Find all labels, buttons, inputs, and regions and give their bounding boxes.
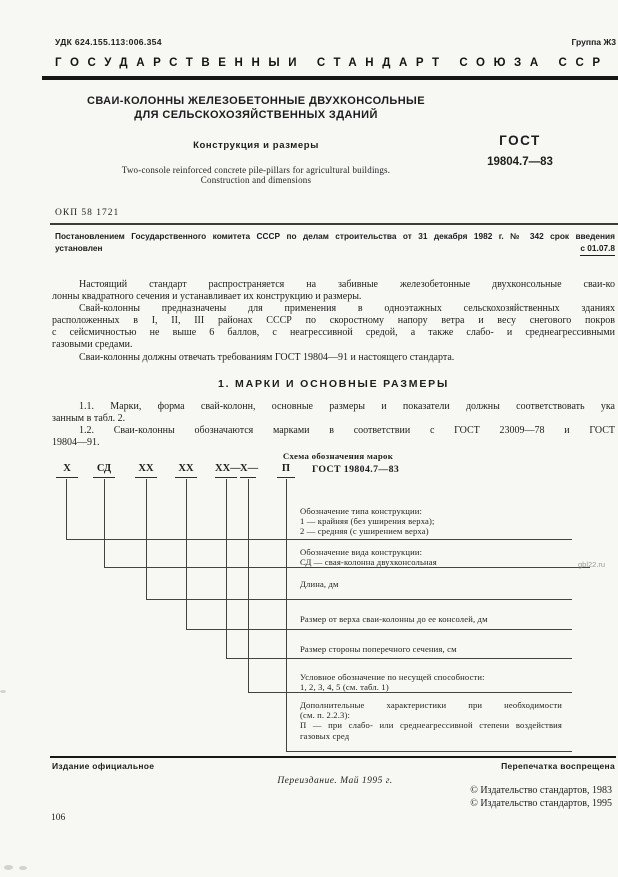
- paragraph-line: Свай-колонны предназначены для применения в одноэтажных сельскохозяйственных зданиях: [79, 303, 615, 315]
- scheme-symbol-1: X: [63, 463, 71, 474]
- doc-title-line2: ДЛЯ СЕЛЬСКОХОЗЯЙСТВЕННЫХ ЗДАНИЙ: [134, 109, 378, 121]
- doc-subtitle: Конструкция и размеры: [193, 140, 319, 151]
- footer-rule: [50, 756, 616, 758]
- decree-line2: [55, 242, 615, 256]
- udk-code: УДК 624.155.113:006.354: [55, 37, 162, 47]
- okp-code: ОКП 58 1721: [55, 208, 120, 218]
- description-line: Длина, дм: [300, 579, 339, 589]
- body-text: [52, 279, 615, 449]
- page-number: 106: [51, 813, 66, 823]
- group-label: Группа Ж3: [571, 37, 616, 47]
- scheme-vline-1: [66, 479, 67, 539]
- gost-number: 19804.7—83: [487, 156, 553, 168]
- description-line: Обозначение вида конструкции:: [300, 547, 423, 557]
- scheme-vline-4: [186, 479, 187, 629]
- description-line: (см. п. 2.2.3):: [300, 710, 350, 721]
- scheme-symbol-underline: [93, 477, 115, 478]
- paragraph-line: газовыми средами.: [52, 339, 133, 351]
- copyright-block: [392, 785, 612, 810]
- description-line: Дополнительные характеристики при необходимости: [300, 700, 562, 710]
- paragraph-line: расположенных в I, II, III районах СССР по скоростному напору ветра и весу снегового покров: [52, 315, 615, 327]
- scheme-hline-4: [186, 629, 572, 630]
- description-line: Обозначение типа конструкции:: [300, 506, 423, 516]
- copyright-line-1983: © Издательство стандартов, 1983: [470, 785, 612, 796]
- scheme-symbol-5: XX—: [215, 463, 241, 474]
- paragraph-line: Настоящий стандарт распространяется на забивные железобетонные двухконсольные сваи-ко: [79, 279, 615, 290]
- gost-label: ГОСТ: [499, 133, 541, 148]
- scheme-description-1: [300, 506, 572, 537]
- scheme-symbol-2: СД: [96, 463, 112, 474]
- reissue-note: Переиздание. Май 1995 г.: [277, 776, 393, 786]
- section-heading: 1. МАРКИ И ОСНОВНЫЕ РАЗМЕРЫ: [217, 377, 450, 390]
- paragraph-line: 1.2. Сваи-колонны обозначаются марками в соответствии с ГОСТ 23009—78 и ГОСТ: [79, 424, 615, 436]
- scheme-hline-5: [226, 658, 572, 659]
- scheme-hline-7: [286, 751, 572, 752]
- reprint-forbidden-label: Перепечатка воспрещена: [501, 761, 615, 771]
- scheme-vline-6: [248, 479, 249, 692]
- description-line: Размер от верха сваи-колонны до ее консолей, дм: [300, 614, 488, 624]
- description-line: П — при слабо- или среднеагрессивной степени воздействия: [300, 720, 562, 731]
- paragraph-line: лонны квадратного сечения и устанавливает их конструкцию и размеры.: [52, 291, 362, 303]
- scheme-symbol-underline: [135, 477, 157, 478]
- scheme-symbol-underline: [56, 477, 78, 478]
- banner-rule: [42, 76, 618, 80]
- copyright-line-1995: © Издательство стандартов, 1995: [470, 797, 612, 809]
- description-line: СД — свая-колонна двухконсольная: [300, 557, 437, 568]
- scheme-description-2: [300, 547, 572, 567]
- scheme-description-6: [300, 672, 572, 692]
- doc-title-line1: СВАИ-КОЛОННЫ ЖЕЛЕЗОБЕТОННЫЕ ДВУХКОНСОЛЬНЫЕ: [87, 95, 425, 107]
- watermark: gbl22.ru: [578, 560, 606, 569]
- scheme-symbol-underline: [215, 477, 237, 478]
- scheme-symbol-underline: [240, 477, 256, 478]
- scheme-title: Схема обозначения марок: [282, 451, 394, 461]
- scheme-vline-2: [104, 479, 105, 567]
- official-edition-label: Издание официальное: [52, 761, 155, 771]
- okp-rule: [50, 223, 618, 225]
- scheme-symbol-underline: [175, 477, 197, 478]
- scheme-vline-5: [226, 479, 227, 658]
- scheme-description-3: [300, 579, 572, 589]
- description-line: 1 — крайняя (без уширения верха);: [300, 516, 435, 527]
- doc-title-english-1: Two-console reinforced concrete pile-pillars for agricultural buildings.: [121, 165, 391, 175]
- paragraph-line: Сваи-колонны должны отвечать требованиям ГОСТ 19804—91 и настоящего стандарта.: [79, 351, 455, 363]
- scheme-symbol-3: XX: [138, 463, 154, 474]
- description-line: Условное обозначение по несущей способности:: [300, 672, 485, 682]
- scan-smudge: [4, 865, 13, 870]
- paragraph-line: 1.1. Марки, форма свай-колонн, основные размеры и показатели должны соответствовать ука: [79, 400, 615, 412]
- description-line: Размер стороны поперечного сечения, см: [300, 644, 457, 654]
- scheme-hline-3: [146, 599, 572, 600]
- description-line: газовых сред: [300, 730, 350, 741]
- scheme-description-4: [300, 614, 572, 624]
- scheme-symbol-4: XX: [178, 463, 194, 474]
- paragraph-line: с сейсмичностью не выше 6 баллов, с неагрессивной средой, а также слабо- и среднеагрессивными: [52, 327, 615, 339]
- scheme-gost-ref: ГОСТ 19804.7—83: [312, 464, 400, 475]
- decree-line1: Постановлением Государственного комитета СССР по делам строительства от 31 декабря 1982 г. № 342 срок введения: [55, 231, 615, 241]
- paragraph-line: 19804—91.: [52, 437, 100, 449]
- scan-smudge: [19, 866, 27, 870]
- decree-line2-left: установлен: [55, 243, 103, 253]
- scheme-description-5: [300, 644, 572, 654]
- description-line: 2 — средняя (с уширением верха): [300, 526, 429, 537]
- scheme-vline-7: [286, 479, 287, 751]
- scan-smudge: [0, 690, 6, 693]
- paragraph-line: занным в табл. 2.: [52, 412, 126, 424]
- scheme-symbol-7: П: [281, 463, 291, 474]
- scheme-description-7: [300, 700, 572, 741]
- scheme-symbol-underline: [277, 477, 295, 478]
- doc-title-english-2: Construction and dimensions: [200, 175, 312, 185]
- scheme-hline-1: [66, 539, 572, 540]
- description-line: 1, 2, 3, 4, 5 (см. табл. 1): [300, 682, 389, 693]
- decree-date: с 01.07.8: [580, 242, 615, 256]
- standard-banner: ГОСУДАРСТВЕННЫЙ СТАНДАРТ СОЮЗА ССР: [55, 57, 609, 69]
- scheme-symbol-6: X—: [240, 463, 259, 474]
